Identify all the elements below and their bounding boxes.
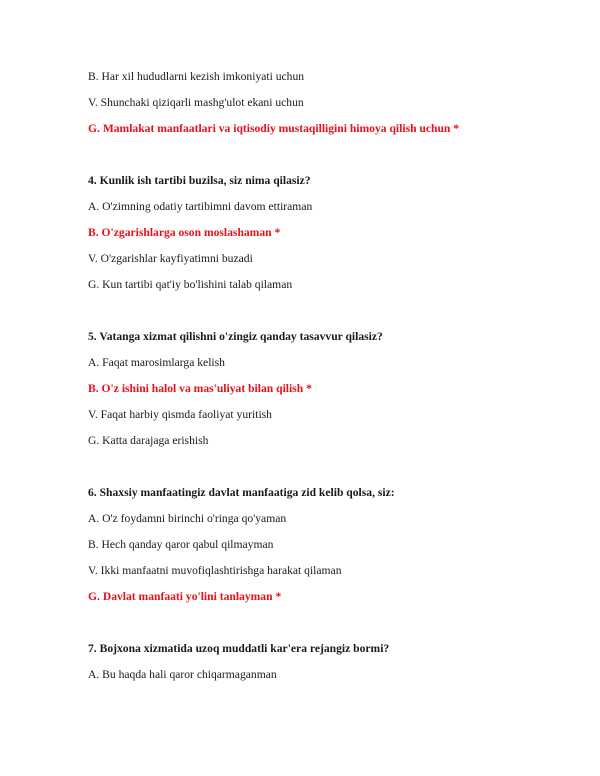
option-4b-correct: B. O'zgarishlarga oson moslashaman *	[88, 226, 281, 239]
option-6v: V. Ikki manfaatni muvofiqlashtirishga harakat qilaman	[88, 564, 342, 577]
option-4v: V. O'zgarishlar kayfiyatimni buzadi	[88, 252, 253, 265]
option-3b: B. Har xil hududlarni kezish imkoniyati uchun	[88, 70, 305, 83]
option-7a: A. Bu haqda hali qaror chiqarmaganman	[88, 668, 277, 681]
option-4g: G. Kun tartibi qat'iy bo'lishini talab qilaman	[88, 278, 293, 291]
option-5a: A. Faqat marosimlarga kelish	[88, 356, 225, 369]
option-5g: G. Katta darajaga erishish	[88, 434, 209, 447]
option-5b-correct: B. O'z ishini halol va mas'uliyat bilan qilish *	[88, 382, 312, 395]
question-6: 6. Shaxsiy manfaatingiz davlat manfaatiga zid kelib qolsa, siz:	[88, 486, 395, 499]
question-4: 4. Kunlik ish tartibi buzilsa, siz nima qilasiz?	[88, 174, 311, 187]
option-6b: B. Hech qanday qaror qabul qilmayman	[88, 538, 274, 551]
question-5: 5. Vatanga xizmat qilishni o'zingiz qanday tasavvur qilasiz?	[88, 330, 383, 343]
option-6a: A. O'z foydamni birinchi o'ringa qo'yaman	[88, 512, 287, 525]
option-3v: V. Shunchaki qiziqarli mashg'ulot ekani uchun	[88, 96, 304, 109]
option-6g-correct: G. Davlat manfaati yo'lini tanlayman *	[88, 590, 282, 603]
option-3g-correct: G. Mamlakat manfaatlari va iqtisodiy mustaqilligini himoya qilish uchun *	[88, 122, 460, 135]
option-4a: A. O'zimning odatiy tartibimni davom ettiraman	[88, 200, 313, 213]
option-5v: V. Faqat harbiy qismda faoliyat yuritish	[88, 408, 272, 421]
question-7: 7. Bojxona xizmatida uzoq muddatli kar'era rejangiz bormi?	[88, 642, 390, 655]
